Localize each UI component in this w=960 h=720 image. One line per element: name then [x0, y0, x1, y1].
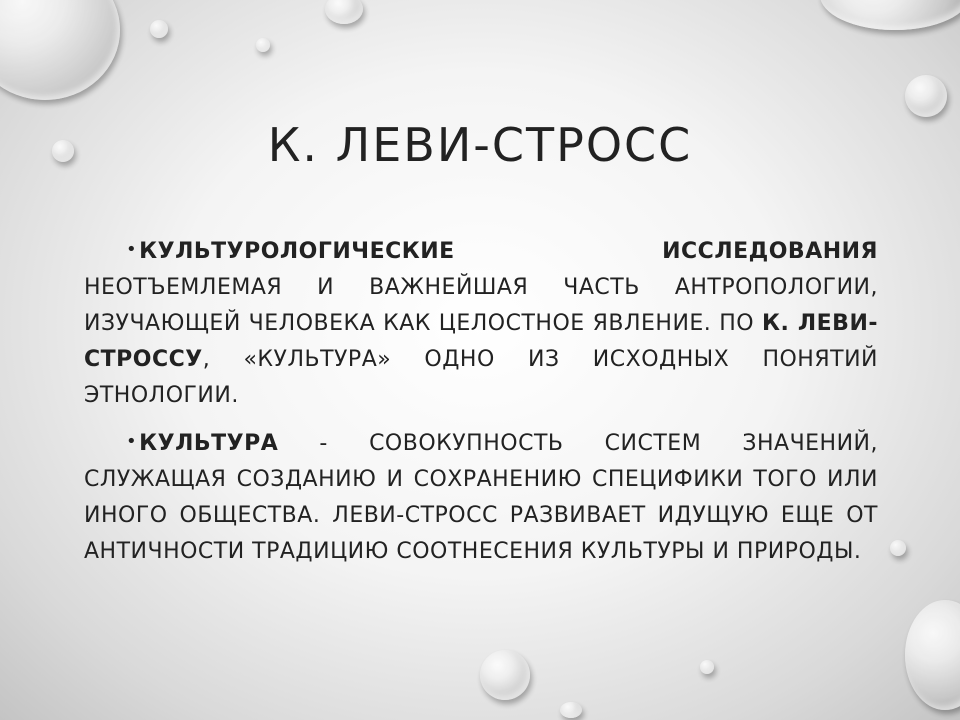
water-drop-icon [820, 0, 960, 30]
water-drop-icon [905, 600, 960, 710]
bullet-icon: • [126, 431, 138, 452]
water-drop-icon [560, 702, 582, 718]
bold-lead-text: КУЛЬТУРА [139, 431, 279, 456]
water-drop-icon [256, 38, 270, 52]
body-text: - СОВОКУПНОСТЬ СИСТЕМ ЗНАЧЕНИЙ, СЛУЖАЩАЯ СОЗДАНИЮ И СОХРАНЕНИЮ СПЕЦИФИКИ ТОГО ИЛИ ИНОГО ОБЩЕСТВА. ЛЕВИ-СТРОСС РАЗВИВАЕТ ИДУЩУЮ ЕЩЕ ОТ АНТИЧНОСТИ ТРАДИЦИЮ СООТНЕСЕНИЯ КУЛЬТУРЫ И ПРИРОДЫ. [84, 431, 878, 564]
author-name: К. ЛЕВИ-СТРОССУ [84, 311, 878, 372]
water-drop-icon [150, 20, 168, 38]
slide-title: К. ЛЕВИ-СТРОСС [267, 118, 693, 172]
paragraph-culturological-research [84, 232, 878, 414]
water-drop-icon [905, 75, 947, 117]
bold-lead-text: КУЛЬТУРОЛОГИЧЕСКИЕ ИССЛЕДОВАНИЯ [139, 239, 878, 264]
body-text: НЕОТЪЕМЛЕМАЯ И ВАЖНЕЙШАЯ ЧАСТЬ АНТРОПОЛОГИИ, ИЗУЧАЮЩЕЙ ЧЕЛОВЕКА КАК ЦЕЛОСТНОЕ ЯВЛЕНИЕ. ПО [84, 275, 878, 336]
water-drop-icon [480, 650, 530, 700]
water-drop-icon [890, 540, 906, 556]
bullet-icon: • [126, 239, 138, 260]
paragraph-culture-definition [84, 424, 878, 570]
water-drop-icon [325, 0, 363, 24]
body-text: , «КУЛЬТУРА» ОДНО ИЗ ИСХОДНЫХ ПОНЯТИЙ ЭТНОЛОГИИ. [84, 347, 878, 408]
water-drop-icon [0, 0, 120, 100]
water-drop-icon [700, 660, 714, 674]
